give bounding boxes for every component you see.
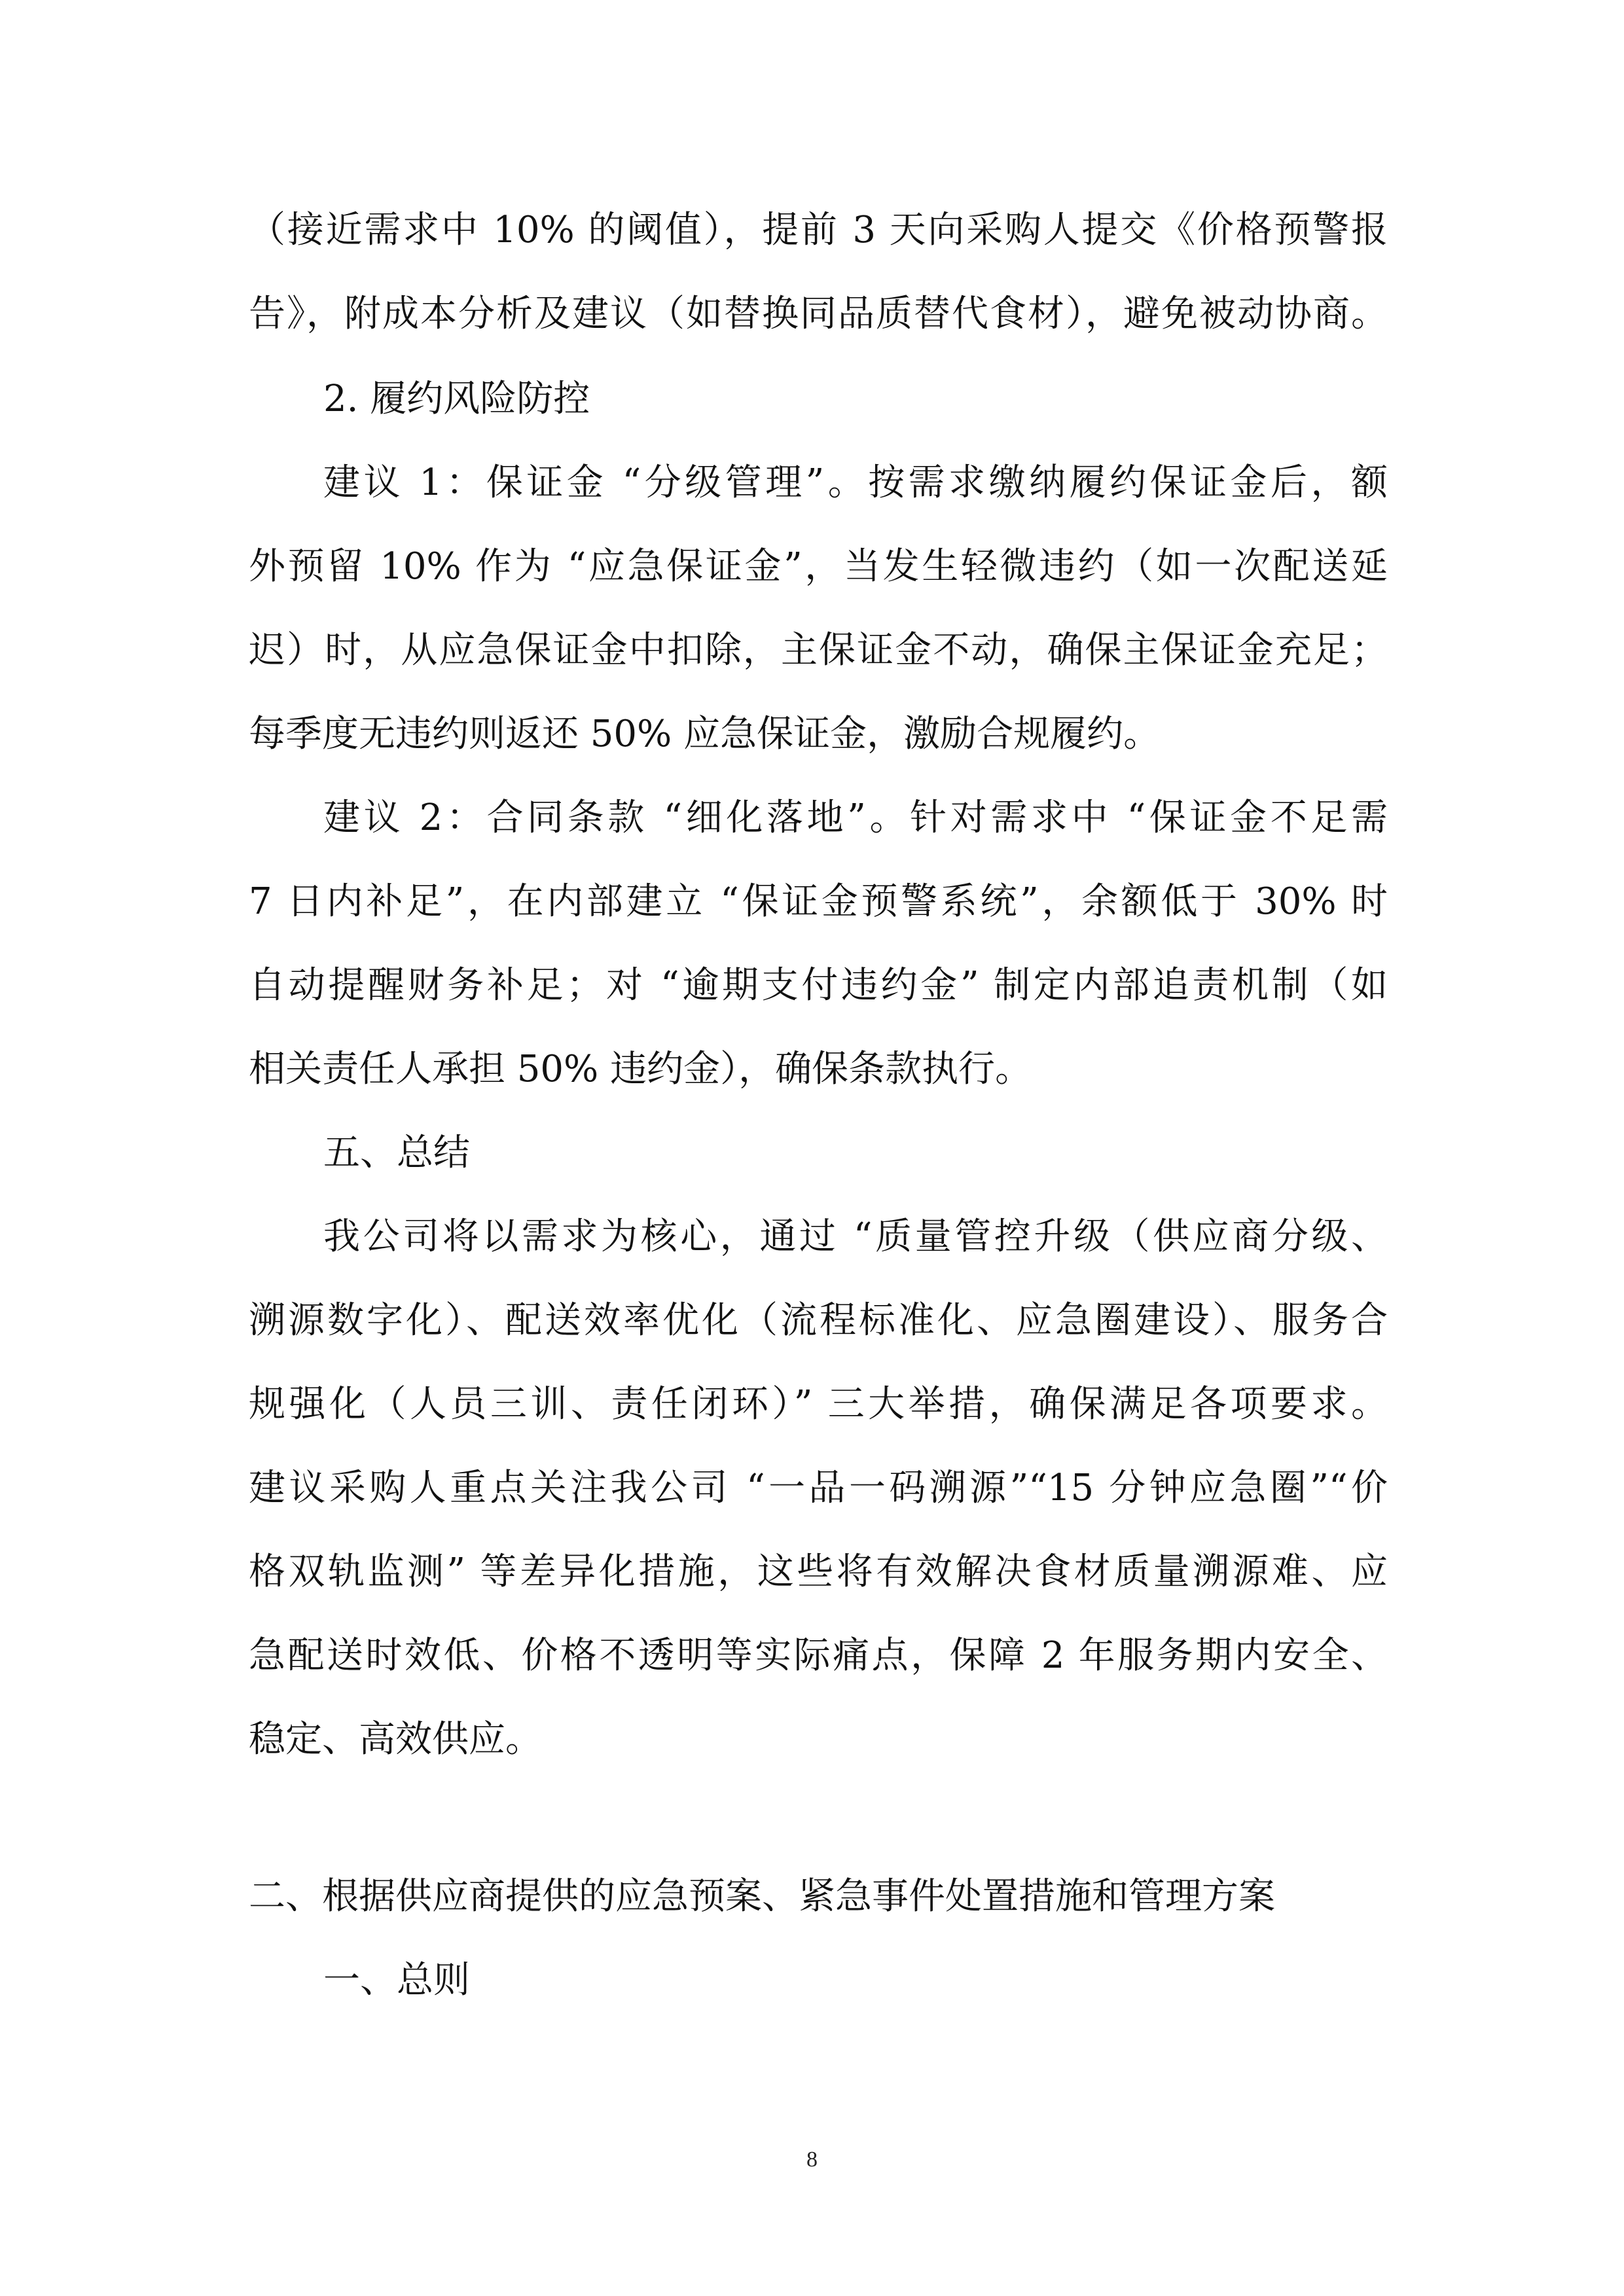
body-text-line: 建议采购人重点关注我公司 “一品一码溯源”“15 分钟应急圈”“价	[249, 1467, 1388, 1509]
body-text-line: 告》，附成本分析及建议（如替换同品质替代食材），避免被动协商。	[249, 293, 1388, 335]
section-heading: 五、总结	[323, 1132, 470, 1174]
body-text-line: 建议 1：保证金 “分级管理”。按需求缴纳履约保证金后，额	[323, 461, 1388, 504]
body-text-line: 7 日内补足”，在内部建立 “保证金预警系统”，余额低于 30% 时	[249, 880, 1388, 923]
section-heading: 一、总则	[323, 1959, 470, 2001]
body-text-line: 外预留 10% 作为 “应急保证金”，当发生轻微违约（如一次配送延	[249, 545, 1388, 588]
body-text-line: 格双轨监测” 等差异化措施，这些将有效解决食材质量溯源难、应	[249, 1551, 1388, 1593]
chapter-heading: 二、根据供应商提供的应急预案、紧急事件处置措施和管理方案	[249, 1875, 1275, 1918]
body-text-line: 每季度无违约则返还 50% 应急保证金，激励合规履约。	[249, 713, 1161, 755]
body-text-line: 规强化（人员三训、责任闭环）” 三大举措，确保满足各项要求。	[249, 1383, 1388, 1426]
body-text-line: 相关责任人承担 50% 违约金），确保条款执行。	[249, 1048, 1032, 1090]
body-text-line: 自动提醒财务补足；对 “逾期支付违约金” 制定内部追责机制（如	[249, 964, 1388, 1007]
page-number: 8	[806, 2147, 818, 2172]
body-text-line: 迟）时，从应急保证金中扣除，主保证金不动，确保主保证金充足；	[249, 629, 1388, 672]
body-text-line: 建议 2：合同条款 “细化落地”。针对需求中 “保证金不足需	[323, 797, 1388, 839]
body-text-line: （接近需求中 10% 的阈值），提前 3 天向采购人提交《价格预警报	[249, 209, 1388, 251]
body-text-line: 我公司将以需求为核心，通过 “质量管控升级（供应商分级、	[323, 1215, 1388, 1258]
body-text-line: 稳定、高效供应。	[249, 1718, 542, 1761]
section-subheading: 2. 履约风险防控	[323, 378, 590, 420]
body-text-line: 急配送时效低、价格不透明等实际痛点，保障 2 年服务期内安全、	[249, 1634, 1388, 1677]
body-text-line: 溯源数字化）、配送效率优化（流程标准化、应急圈建设）、服务合	[249, 1299, 1388, 1342]
